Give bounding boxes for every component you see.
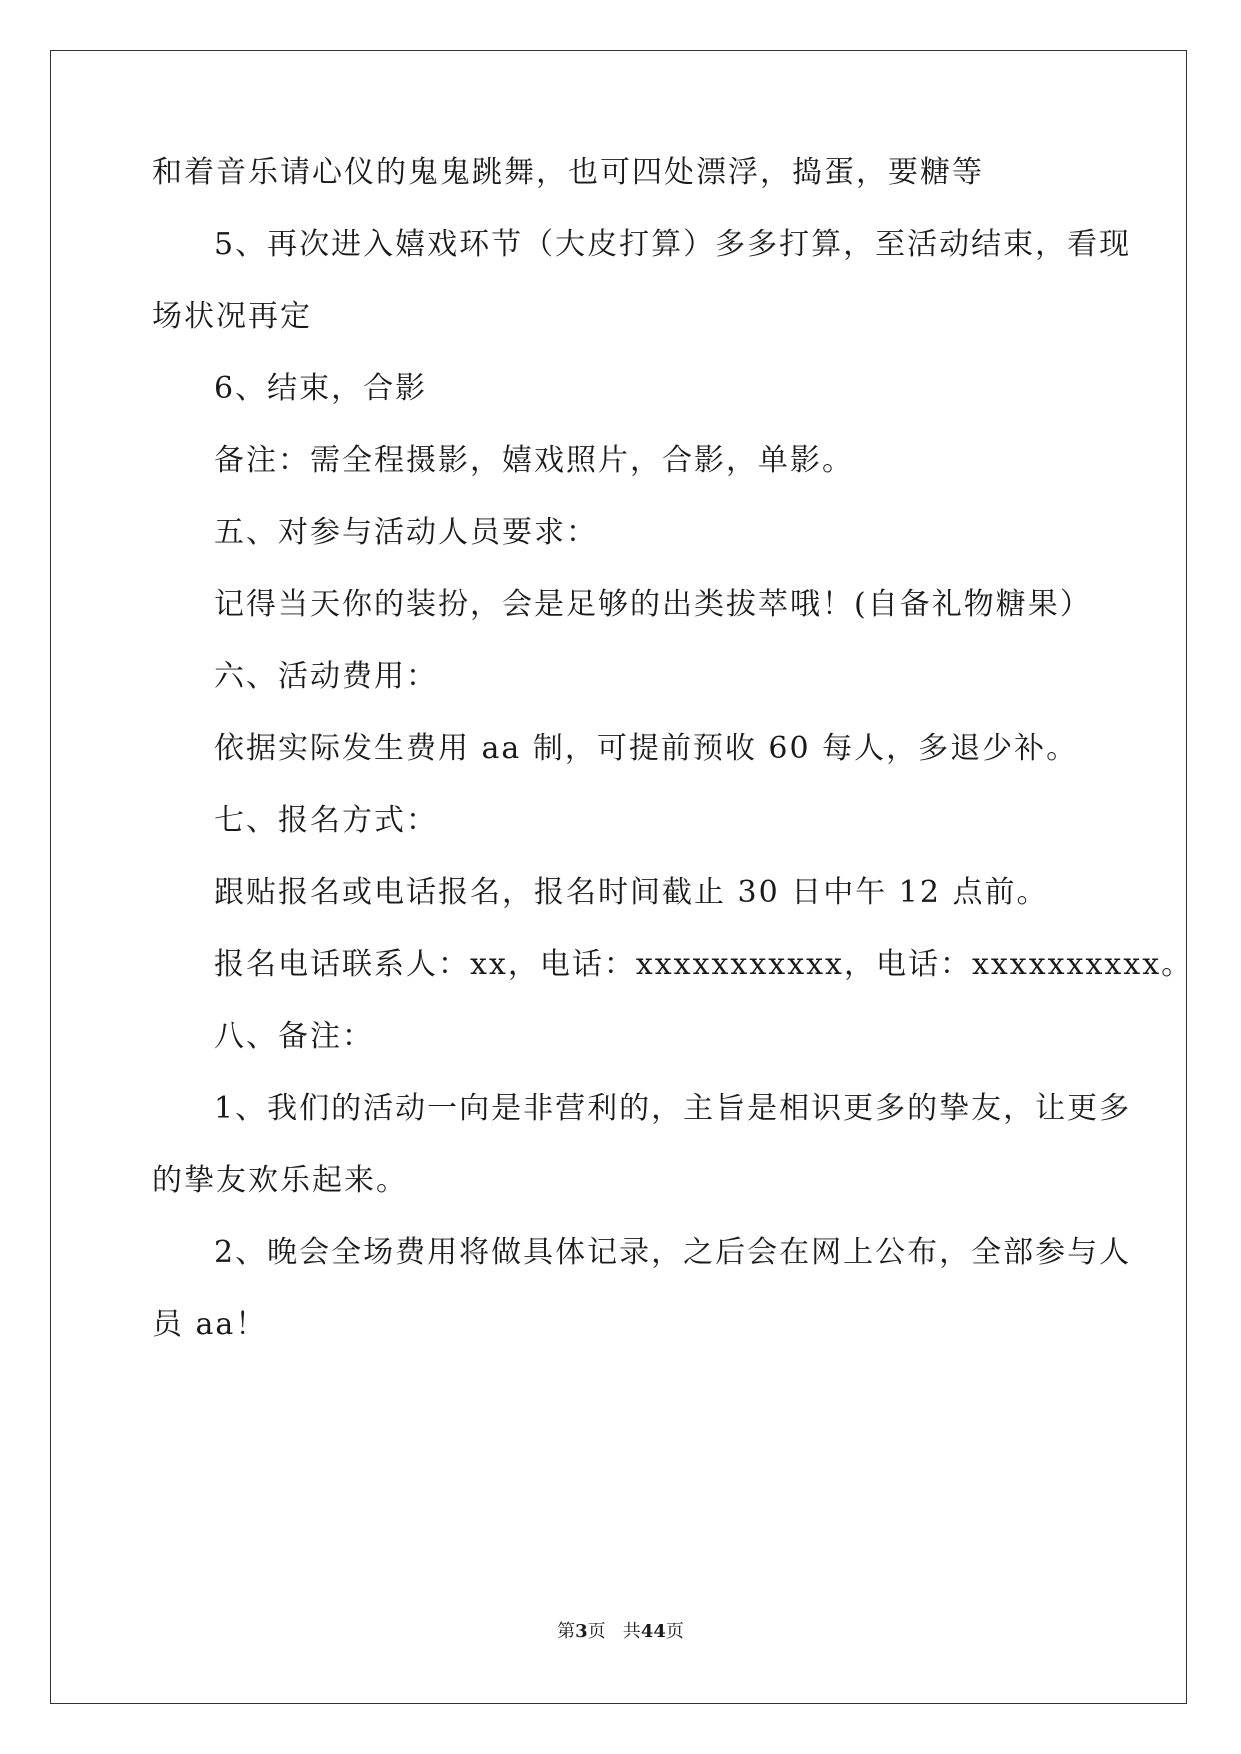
page-footer	[0, 1620, 1241, 1644]
footer-suffix: 页	[665, 1621, 684, 1642]
footer-current-page: 3	[575, 1621, 588, 1642]
section-heading-8: 八、备注：	[214, 1019, 374, 1054]
text-line-2: 5、再次进入嬉戏环节（大皮打算）多多打算，至活动结束，看现	[214, 227, 1132, 262]
text-line-17: 员 aa！	[152, 1307, 268, 1342]
section-heading-6: 六、活动费用：	[214, 659, 438, 694]
text-line-15: 的挚友欢乐起来。	[152, 1163, 408, 1198]
text-line-1: 和着音乐请心仪的鬼鬼跳舞，也可四处漂浮，捣蛋，要糖等	[152, 155, 984, 190]
text-line-5: 备注：需全程摄影，嬉戏照片，合影，单影。	[214, 443, 854, 478]
text-line-9: 依据实际发生费用 aa 制，可提前预收 60 每人，多退少补。	[214, 731, 1079, 766]
text-line-16: 2、晚会全场费用将做具体记录，之后会在网上公布，全部参与人	[214, 1235, 1132, 1270]
footer-prefix: 第	[557, 1621, 576, 1642]
text-line-4: 6、结束，合影	[214, 371, 428, 406]
text-line-11: 跟贴报名或电话报名，报名时间截止 30 日中午 12 点前。	[214, 875, 1049, 910]
footer-middle: 页 共	[587, 1621, 641, 1642]
section-heading-5: 五、对参与活动人员要求：	[214, 515, 598, 550]
footer-total-pages: 44	[640, 1621, 666, 1642]
text-line-12: 报名电话联系人：xx，电话：xxxxxxxxxxx，电话：xxxxxxxxxx。	[214, 947, 1194, 982]
section-heading-7: 七、报名方式：	[214, 803, 438, 838]
text-line-3: 场状况再定	[152, 299, 312, 334]
text-line-14: 1、我们的活动一向是非营利的，主旨是相识更多的挚友，让更多	[214, 1091, 1132, 1126]
text-line-7: 记得当天你的装扮，会是足够的出类拔萃哦！(自备礼物糖果）	[214, 587, 1092, 622]
